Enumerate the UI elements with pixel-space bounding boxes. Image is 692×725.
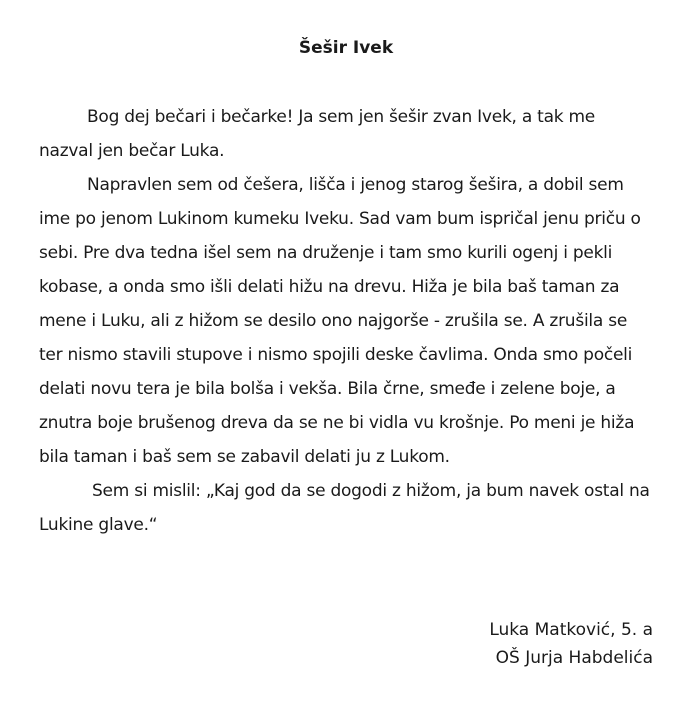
author-name: Luka Matković, 5. a bbox=[489, 620, 653, 640]
story-body bbox=[39, 100, 653, 542]
signature-block bbox=[489, 616, 653, 672]
paragraph-closing: Sem si mislil: „Kaj god da se dogodi z hižom, ja bum navek ostal na Lukine glave.“ bbox=[39, 481, 650, 535]
paragraph-story: Napravlen sem od češera, lišča i jenog starog šešira, a dobil sem ime po jenom Lukinom kumeku Iveku. Sad vam bum ispričal jenu priču o sebi. Pre dva tedna išel sem na druženje i tam smo kurili ogenj i pekli kobase, a onda smo išli delati hižu na drevu. Hiža je bila baš taman za mene i Luku, ali z hižom se desilo ono najgorše - zrušila se. A zrušila se ter nismo stavili stupove i nismo spojili deske čavlima. Onda smo počeli delati novu tera je bila bolša i vekša. Bila črne, smeđe i zelene boje, a znutra boje brušenog dreva da se ne bi vidla vu krošnje. Po meni je hiža bila taman i baš sem se zabavil delati ju z Lukom. bbox=[39, 175, 641, 467]
school-name: OŠ Jurja Habdelića bbox=[495, 648, 653, 668]
paragraph-greeting: Bog dej bečari i bečarke! Ja sem jen šešir zvan Ivek, a tak me nazval jen bečar Luka. bbox=[39, 107, 596, 161]
story-title: Šešir Ivek bbox=[298, 38, 394, 58]
